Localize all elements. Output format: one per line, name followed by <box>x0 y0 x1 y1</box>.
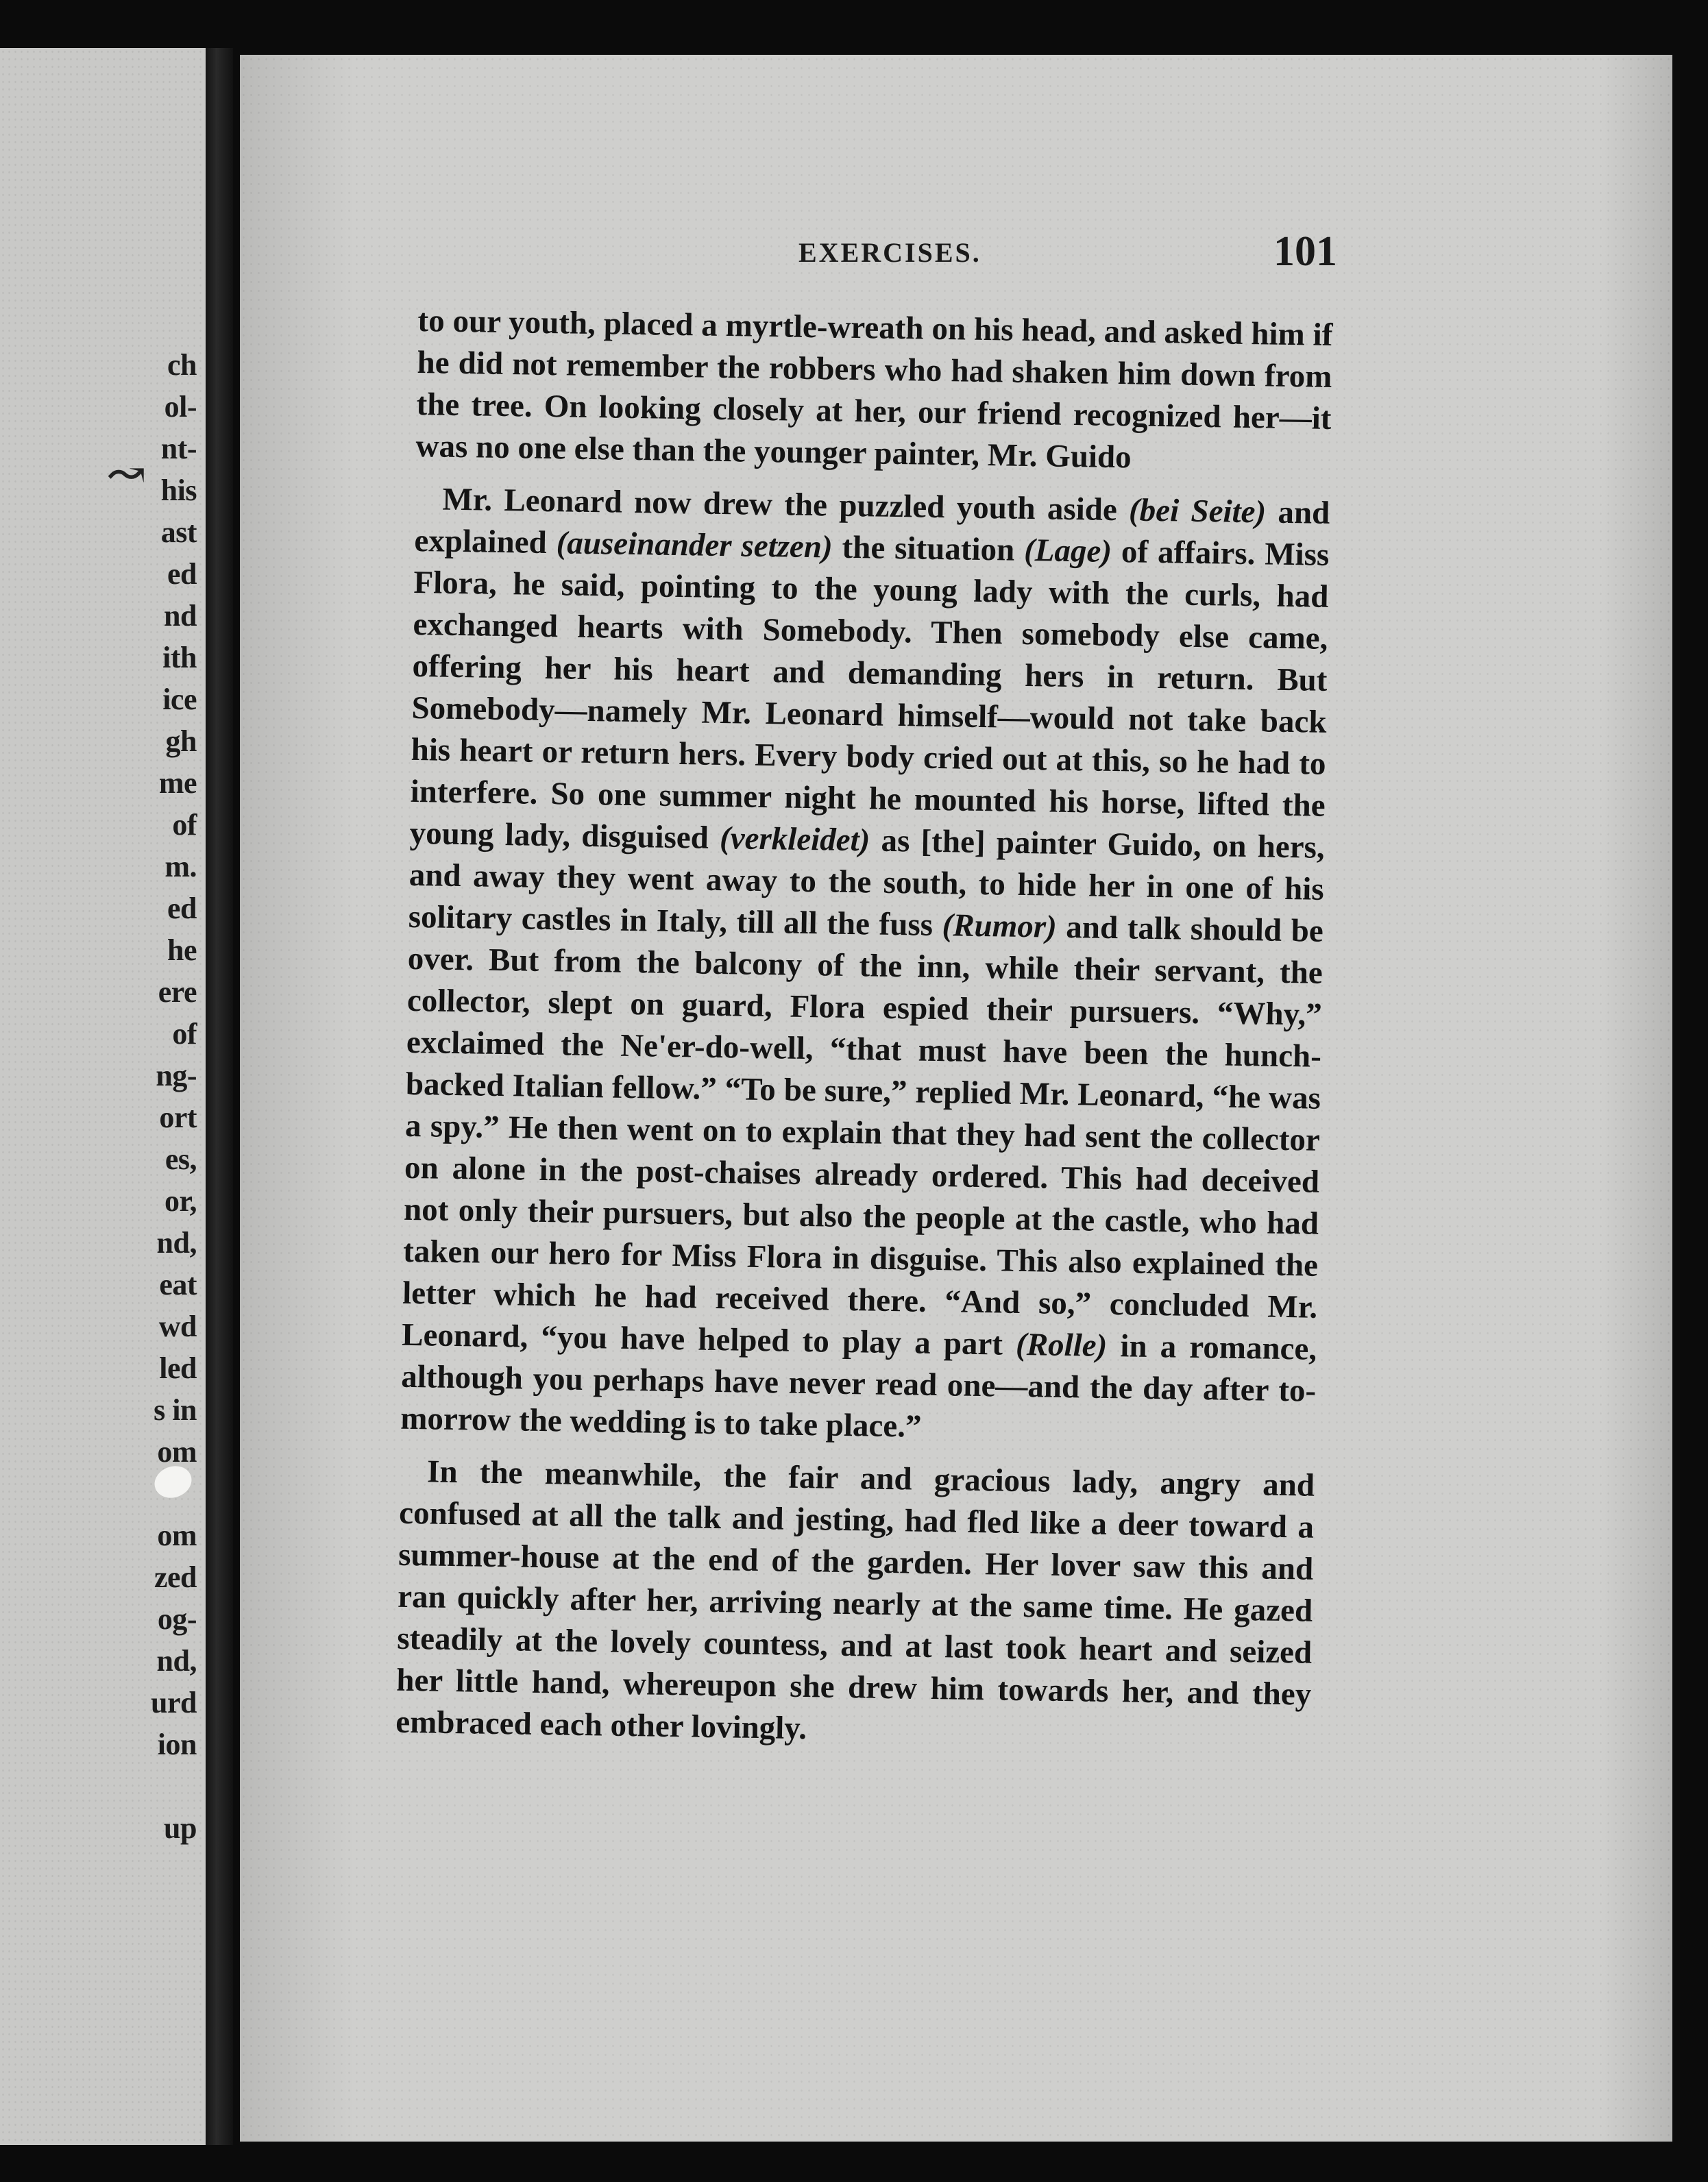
left-fragment: ng- <box>156 1059 197 1092</box>
text-run: of affairs. Miss Flora, he said, pointing to the young lady with the curls, had exchanged hearts with Somebody. Then somebody else came, offering her his heart and demanding hers in return. But Somebody—namely Mr. Leonard himself—would not take back his heart or return hers. Every body cried out at this, so he had to interfere. So one summer night he mounted his horse, lifted the young lady, disguised <box>409 533 1330 857</box>
left-fragment: nt- <box>160 432 197 465</box>
left-fragment: or, <box>164 1184 197 1218</box>
left-fragment: om <box>157 1435 197 1469</box>
german-gloss: (bei Seite) <box>1128 492 1267 530</box>
left-fragment: gh <box>165 724 197 758</box>
left-page-edge <box>0 48 206 2145</box>
german-gloss: (auseinander setzen) <box>556 525 833 565</box>
left-fragment: of <box>172 808 197 842</box>
paragraph-2 <box>400 478 1330 1454</box>
left-fragment: ice <box>162 683 197 716</box>
text-run: Mr. Leonard now drew the puzzled youth aside <box>442 481 1130 528</box>
left-fragment: eat <box>159 1268 197 1301</box>
paragraph-1: to our youth, placed a myrtle-wreath on his head, and asked him if he did not remember the robbers who had shaken him down from the tree. On looking closely at her, our friend recognized her—it was no one else than the younger painter, Mr. Guido <box>415 302 1333 476</box>
left-fragment: he <box>167 933 197 967</box>
left-fragment: ol- <box>164 390 197 424</box>
page-number: 101 <box>1273 228 1337 275</box>
left-fragment: ith <box>162 641 197 674</box>
left-fragment: og- <box>157 1602 197 1636</box>
text-run: and talk should be over. But from the balcony of the inn, while their servant, the collector, slept on guard, Flora espied their pursuers. “Why,” exclaimed the Ne'er-do-well, “that must have been the hunch-backed Italian fellow.” “To be sure,” replied Mr. Leonard, “he was a spy.” He then went on to explain that they had sent the collector on alone in the post-chaises already ordered. This had deceived not only their pursuers, but also the people at the castle, who had taken our hero for Miss Flora in disguise. This also explained the letter which he had received there. “And so,” concluded Mr. Leonard, “you have helped to play a part <box>401 909 1324 1362</box>
left-fragment: ion <box>157 1728 197 1761</box>
left-fragment: of <box>172 1017 197 1051</box>
left-fragment: nd, <box>156 1644 197 1678</box>
left-fragment: ch <box>167 348 197 382</box>
left-fragment: ed <box>167 892 197 925</box>
left-fragment: up <box>164 1811 197 1845</box>
left-fragment: es, <box>164 1142 197 1176</box>
book-gutter <box>206 48 233 2145</box>
left-fragment: nd, <box>156 1226 197 1260</box>
running-header: EXERCISES. <box>798 237 981 268</box>
left-fragment: nd <box>164 599 197 633</box>
left-fragment: m. <box>164 850 197 883</box>
left-fragment: ast <box>160 515 197 549</box>
left-fragment: zed <box>154 1560 197 1594</box>
german-gloss: (Rolle) <box>1015 1326 1108 1364</box>
german-gloss: (verkleidet) <box>719 820 870 859</box>
body-text <box>395 300 1333 1769</box>
text-run: as [the] painter Guido, on hers, and away they went away to the south, to hide her in one of his solitary castles in Italy, till all the fuss <box>408 822 1326 944</box>
left-fragment: ed <box>167 557 197 591</box>
left-page-line-fragments <box>8 344 197 1849</box>
german-gloss: (Rumor) <box>942 907 1058 945</box>
left-fragment <box>8 1765 197 1807</box>
left-fragment: his <box>160 474 197 507</box>
left-fragment: me <box>158 766 197 800</box>
left-fragment: wd <box>158 1310 197 1343</box>
left-fragment: urd <box>151 1686 197 1719</box>
text-run: and explained <box>414 494 1330 561</box>
paragraph-3: In the meanwhile, the fair and gracious lady, angry and confused at all the talk and jesting, had fled like a deer toward a summer-house at the end of the garden. Her lover saw this and ran quickly after her, arriving nearly at the same time. He gazed steadily at the lovely countess, and at last took heart and seized her little hand, whereupon she drew him towards her, and they embraced each other lovingly. <box>395 1454 1315 1747</box>
left-fragment: s in <box>154 1393 197 1427</box>
left-fragment: led <box>159 1351 197 1385</box>
german-gloss: (Lage) <box>1023 532 1112 569</box>
left-fragment: ere <box>158 975 197 1009</box>
text-run: the situation <box>832 529 1025 568</box>
left-fragment: ort <box>159 1101 197 1134</box>
text-run: in a romance, although you perhaps have never read one—and the day after to-morrow the wedding is to take place.” <box>400 1327 1317 1445</box>
left-fragment: om <box>157 1519 197 1552</box>
ink-mark: ↝ <box>106 448 147 501</box>
